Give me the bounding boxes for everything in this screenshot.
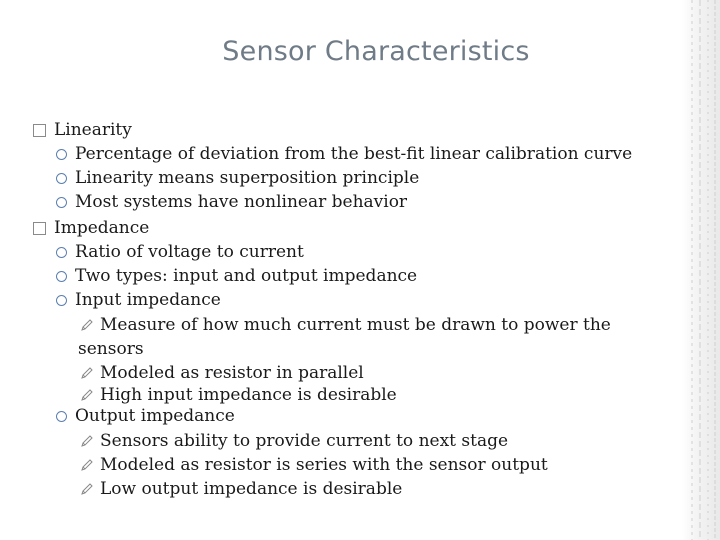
pencil-icon bbox=[80, 482, 94, 496]
circle-bullet-icon bbox=[56, 149, 67, 160]
list-item: Most systems have nonlinear behavior bbox=[75, 192, 408, 212]
pencil-icon bbox=[80, 458, 94, 472]
list-item: Percentage of deviation from the best-fit linear calibration curve bbox=[75, 144, 633, 164]
circle-bullet-icon bbox=[56, 295, 67, 306]
list-item: Linearity means superposition principle bbox=[75, 168, 420, 188]
list-item: Modeled as resistor in parallel bbox=[100, 363, 364, 383]
list-item: Measure of how much current must be drawn to power the bbox=[100, 315, 611, 335]
circle-bullet-icon bbox=[56, 411, 67, 422]
list-item: Modeled as resistor is series with the sensor output bbox=[100, 455, 548, 475]
list-item-continuation: sensors bbox=[78, 339, 144, 359]
checkbox-square-icon bbox=[33, 124, 46, 137]
decorative-edge bbox=[682, 0, 720, 540]
list-item-output-impedance: Output impedance bbox=[75, 406, 235, 426]
bullet-linearity: Linearity bbox=[54, 120, 132, 140]
circle-bullet-icon bbox=[56, 197, 67, 208]
circle-bullet-icon bbox=[56, 247, 67, 258]
bullet-impedance: Impedance bbox=[54, 218, 150, 238]
pencil-icon bbox=[80, 366, 94, 380]
list-item: Low output impedance is desirable bbox=[100, 479, 403, 499]
list-item-input-impedance: Input impedance bbox=[75, 290, 221, 310]
list-item: Sensors ability to provide current to next stage bbox=[100, 431, 509, 451]
pencil-icon bbox=[80, 434, 94, 448]
list-item: Ratio of voltage to current bbox=[75, 242, 304, 262]
list-item: High input impedance is desirable bbox=[100, 385, 397, 405]
checkbox-square-icon bbox=[33, 222, 46, 235]
list-item: Two types: input and output impedance bbox=[75, 266, 418, 286]
pencil-icon bbox=[80, 388, 94, 402]
circle-bullet-icon bbox=[56, 173, 67, 184]
slide-title: Sensor Characteristics bbox=[222, 36, 530, 67]
circle-bullet-icon bbox=[56, 271, 67, 282]
pencil-icon bbox=[80, 318, 94, 332]
